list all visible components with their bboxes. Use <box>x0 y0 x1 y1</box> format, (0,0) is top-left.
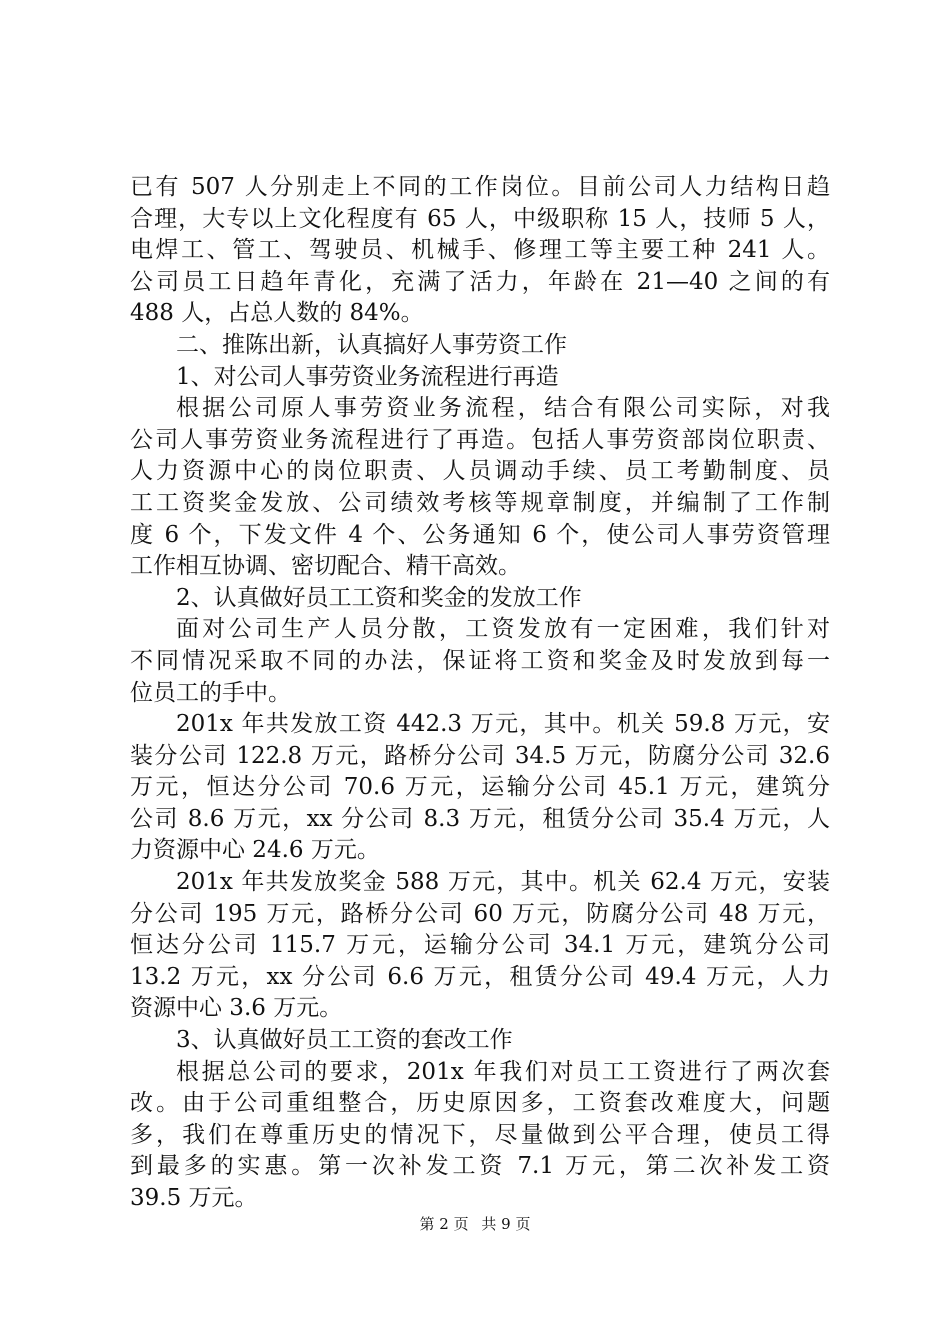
text-line: 488 人，占总人数的 84%。 <box>130 300 424 327</box>
text-line: 万元，恒达分公司 70.6 万元，运输分公司 45.1 万元，建筑分 <box>130 774 830 801</box>
text-line: 二、推陈出新，认真搞好人事劳资工作 <box>176 331 567 358</box>
page-number: 第 2 页 <box>419 1215 469 1233</box>
text-line: 到最多的实惠。第一次补发工资 7.1 万元，第二次补发工资 <box>130 1153 830 1180</box>
text-line: 201x 年共发放奖金 588 万元，其中。机关 62.4 万元，安装 <box>176 869 830 896</box>
text-line: 公司 8.6 万元，xx 分公司 8.3 万元，租赁分公司 35.4 万元，人 <box>130 805 830 832</box>
page-total: 共 9 页 <box>481 1215 531 1233</box>
document-body <box>130 172 830 1215</box>
text-line: 度 6 个，下发文件 4 个、公务通知 6 个，使公司人事劳资管理 <box>130 521 830 548</box>
page-footer <box>0 1214 950 1234</box>
text-line: 201x 年共发放工资 442.3 万元，其中。机关 59.8 万元，安 <box>176 711 830 738</box>
text-line: 已有 507 人分别走上不同的工作岗位。目前公司人力结构日趋 <box>130 174 830 200</box>
text-line: 位员工的手中。 <box>130 679 291 706</box>
text-line: 分公司 195 万元，路桥分公司 60 万元，防腐分公司 48 万元， <box>130 900 830 927</box>
text-line: 人力资源中心的岗位职责、人员调动手续、员工考勤制度、员 <box>130 458 830 485</box>
text-line: 不同情况采取不同的办法，保证将工资和奖金及时发放到每一 <box>130 647 830 674</box>
text-line: 2、认真做好员工工资和奖金的发放工作 <box>176 584 582 611</box>
text-line: 公司员工日趋年青化，充满了活力，年龄在 21—40 之间的有 <box>130 268 830 295</box>
text-line: 合理，大专以上文化程度有 65 人，中级职称 15 人，技师 5 人， <box>130 205 830 232</box>
text-line: 公司人事劳资业务流程进行了再造。包括人事劳资部岗位职责、 <box>130 426 830 453</box>
text-line: 工工资奖金发放、公司绩效考核等规章制度，并编制了工作制 <box>130 489 830 516</box>
text-line: 面对公司生产人员分散，工资发放有一定困难，我们针对 <box>176 616 830 643</box>
text-line: 电焊工、管工、驾驶员、机械手、修理工等主要工种 241 人。 <box>130 237 830 264</box>
text-line: 多，我们在尊重历史的情况下，尽量做到公平合理，使员工得 <box>130 1121 830 1148</box>
text-line: 1、对公司人事劳资业务流程进行再造 <box>176 363 559 390</box>
text-line: 13.2 万元，xx 分公司 6.6 万元，租赁分公司 49.4 万元，人力 <box>130 963 830 990</box>
text-line: 39.5 万元。 <box>130 1185 258 1211</box>
text-line: 装分公司 122.8 万元，路桥分公司 34.5 万元，防腐分公司 32.6 <box>130 742 830 769</box>
text-line: 根据总公司的要求，201x 年我们对员工工资进行了两次套 <box>176 1058 830 1085</box>
text-line: 3、认真做好员工工资的套改工作 <box>176 1027 513 1054</box>
text-line: 力资源中心 24.6 万元。 <box>130 837 380 864</box>
text-line: 资源中心 3.6 万元。 <box>130 995 343 1022</box>
text-line: 改。由于公司重组整合，历史原因多，工资套改难度大，问题 <box>130 1090 830 1117</box>
text-line: 恒达分公司 115.7 万元，运输分公司 34.1 万元，建筑分公司 <box>130 932 830 959</box>
text-line: 根据公司原人事劳资业务流程，结合有限公司实际，对我 <box>176 395 830 422</box>
text-line: 工作相互协调、密切配合、精干高效。 <box>130 553 521 580</box>
